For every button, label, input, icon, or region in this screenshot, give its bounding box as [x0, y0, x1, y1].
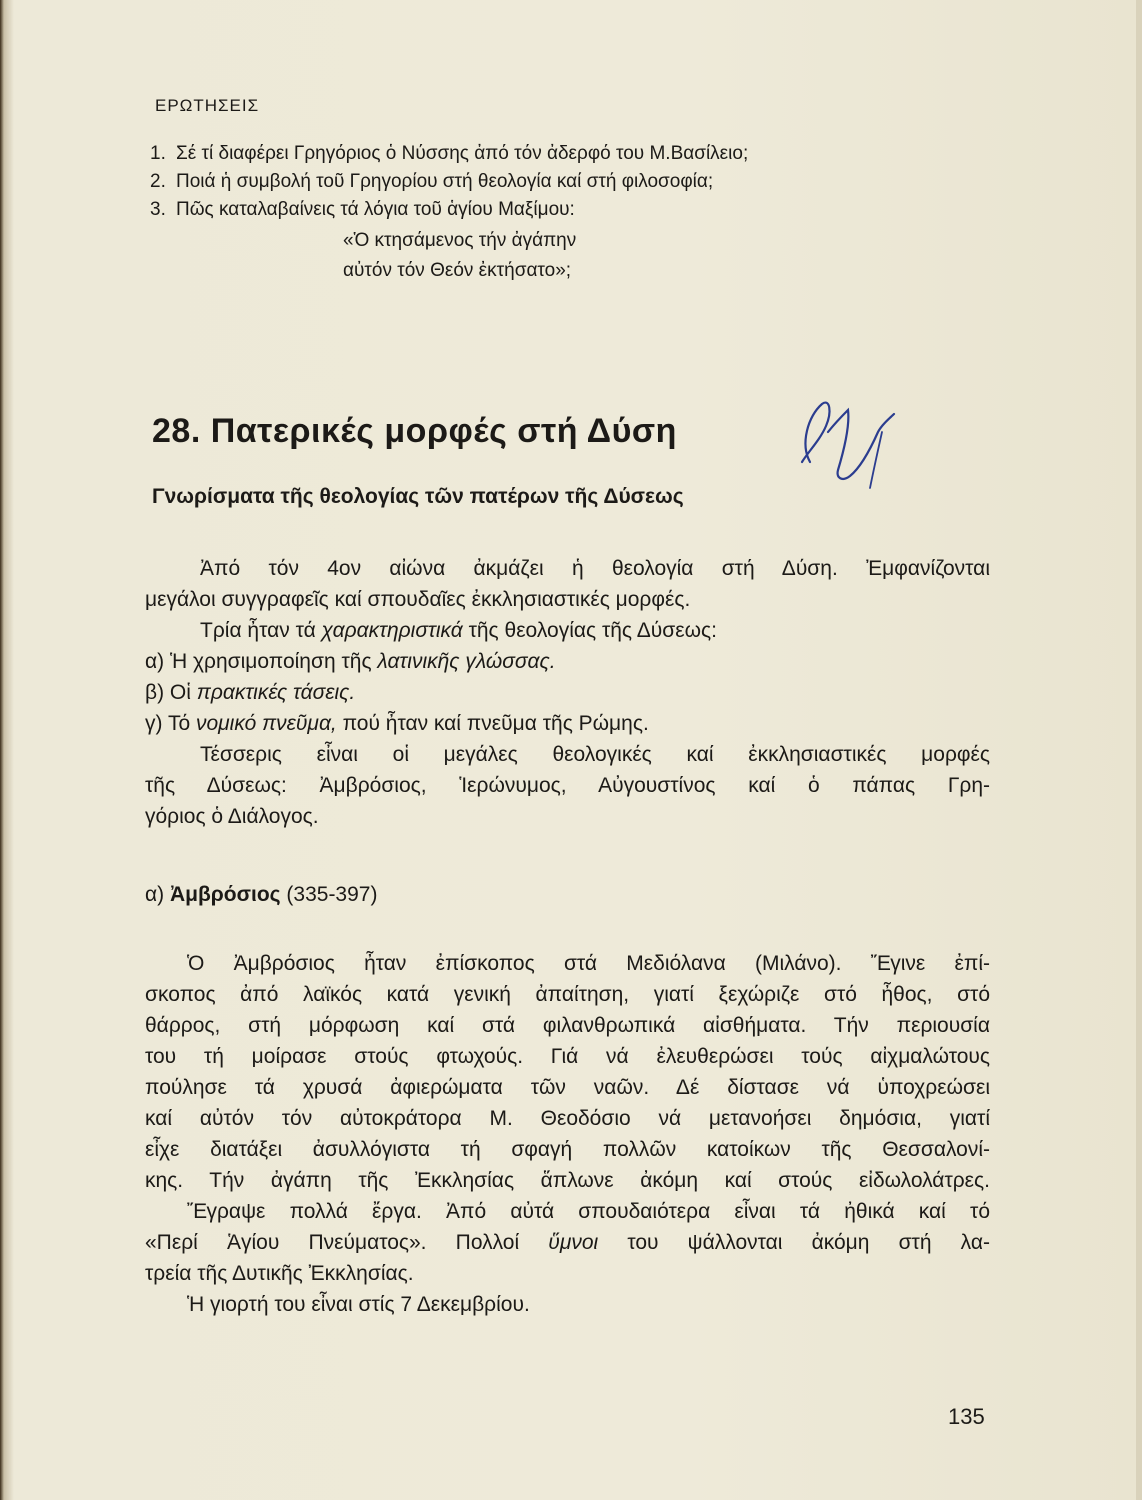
handwritten-signature: [778, 392, 908, 502]
text-run: α) Ἡ χρησιμοποίηση τῆς: [145, 650, 378, 673]
text-line: [145, 615, 990, 646]
text-run: «Περί Ἁγίου Πνεύματος». Πολλοί: [145, 1231, 549, 1254]
text-line: [145, 1227, 990, 1258]
text-line: Ἡ γιορτή του εἶναι στίς 7 Δεκεμβρίου.: [187, 1293, 530, 1316]
text-run: β) Οἱ: [145, 681, 197, 704]
question-item: [150, 140, 970, 168]
text-run: τῆς θεολογίας τῆς Δύσεως:: [462, 619, 717, 642]
text-line: [145, 646, 990, 677]
subsection-heading: [145, 883, 377, 907]
text-line: σκοπος ἀπό λαϊκός κατά γενική ἀπαίτηση, γιατί ξεχώριζε στό ἦθος, στό: [145, 983, 990, 1006]
text-run: του ψάλλονται ἀκόμη στή λα-: [598, 1231, 990, 1254]
ambrose-text: [145, 948, 990, 1320]
questions-heading: ΕΡΩΤΗΣΕΙΣ: [155, 96, 260, 115]
text-line: κης. Τήν ἀγάπη τῆς Ἐκκλησίας ἅπλωνε ἀκόμη καί στούς εἰδωλολάτρες.: [145, 1169, 990, 1192]
page-edge: [1136, 0, 1142, 1500]
quote-line: αὐτόν τόν Θεόν ἐκτήσατο»;: [343, 260, 572, 281]
text-line: Ἀπό τόν 4ον αἰώνα ἀκμάζει ἡ θεολογία στή Δύση. Ἐμφανίζονται: [200, 557, 990, 580]
text-line: του τή μοίρασε στούς φτωχούς. Γιά νά ἐλευθερώσει τούς αἰχμαλώτους: [145, 1045, 990, 1068]
text-line: τῆς Δύσεως: Ἀμβρόσιος, Ἱερώνυμος, Αὐγουστίνος καί ὁ πάπας Γρη-: [145, 774, 990, 797]
text-line: Ἔγραψε πολλά ἔργα. Ἀπό αὐτά σπουδαιότερα εἶναι τά ἠθικά καί τό: [187, 1200, 990, 1223]
text-run: πού ἦταν καί πνεῦμα τῆς Ρώμης.: [336, 712, 649, 735]
questions-list: [150, 140, 970, 224]
text-line: [145, 708, 990, 739]
text-line: μεγάλοι συγγραφεῖς καί σπουδαῖες ἐκκλησιαστικές μορφές.: [145, 588, 691, 611]
page-number: 135: [948, 1404, 985, 1429]
text-line: γόριος ὁ Διάλογος.: [145, 805, 319, 828]
text-line: [145, 677, 990, 708]
text-run: Τρία ἦταν τά: [200, 619, 322, 642]
subsection-name: Ἀμβρόσιος: [169, 883, 281, 906]
emphasis: νομικό πνεῦμα,: [195, 712, 337, 735]
intro-text: [145, 553, 990, 832]
text-line: Ὁ Ἀμβρόσιος ἦταν ἐπίσκοπος στά Μεδιόλανα (Μιλάνο). Ἔγινε ἐπί-: [187, 952, 990, 975]
quote-line: «Ὁ κτησάμενος τήν ἀγάπην: [343, 230, 577, 251]
emphasis: πρακτικές τάσεις.: [196, 681, 356, 704]
subsection-prefix: α): [145, 883, 170, 906]
emphasis: λατινικῆς γλώσσας.: [377, 650, 556, 673]
question-number: 1.: [150, 143, 166, 164]
text-line: εἶχε διατάξει ἀσυλλόγιστα τή σφαγή πολλῶν κατοίκων τῆς Θεσσαλονί-: [145, 1138, 990, 1161]
text-line: Τέσσερις εἶναι οἱ μεγάλες θεολογικές καί ἐκκλησιαστικές μορφές: [200, 743, 990, 766]
question-text: Πῶς καταλαβαίνεις τά λόγια τοῦ ἁγίου Μαξίμου:: [176, 199, 575, 220]
question-number: 3.: [150, 199, 166, 220]
text-line: καί αὐτόν τόν αὐτοκράτορα Μ. Θεοδόσιο νά μετανοήσει δημόσια, γιατί: [145, 1107, 990, 1130]
section-title: Γνωρίσματα τῆς θεολογίας τῶν πατέρων τῆς Δύσεως: [152, 485, 684, 508]
text-run: γ) Τό: [145, 712, 196, 735]
emphasis: ὕμνοι: [548, 1231, 599, 1254]
text-line: πούλησε τά χρυσά ἀφιερώματα τῶν ναῶν. Δέ δίστασε νά ὑποχρεώσει: [145, 1076, 990, 1099]
chapter-title: 28. Πατερικές μορφές στή Δύση: [152, 412, 677, 450]
question-text: Σέ τί διαφέρει Γρηγόριος ὁ Νύσσης ἀπό τόν ἀδερφό του Μ.Βασίλειο;: [176, 143, 749, 164]
question-item: [150, 196, 970, 224]
emphasis: χαρακτηριστικά: [321, 619, 463, 642]
question-text: Ποιά ἡ συμβολή τοῦ Γρηγορίου στή θεολογία καί στή φιλοσοφία;: [176, 171, 714, 192]
text-line: τρεία τῆς Δυτικῆς Ἐκκλησίας.: [145, 1262, 414, 1285]
question-item: [150, 168, 970, 196]
question-number: 2.: [150, 171, 166, 192]
subsection-years: (335-397): [280, 883, 378, 906]
text-line: θάρρος, στή μόρφωση καί στά φιλανθρωπικά αἰσθήματα. Τήν περιουσία: [145, 1014, 990, 1037]
